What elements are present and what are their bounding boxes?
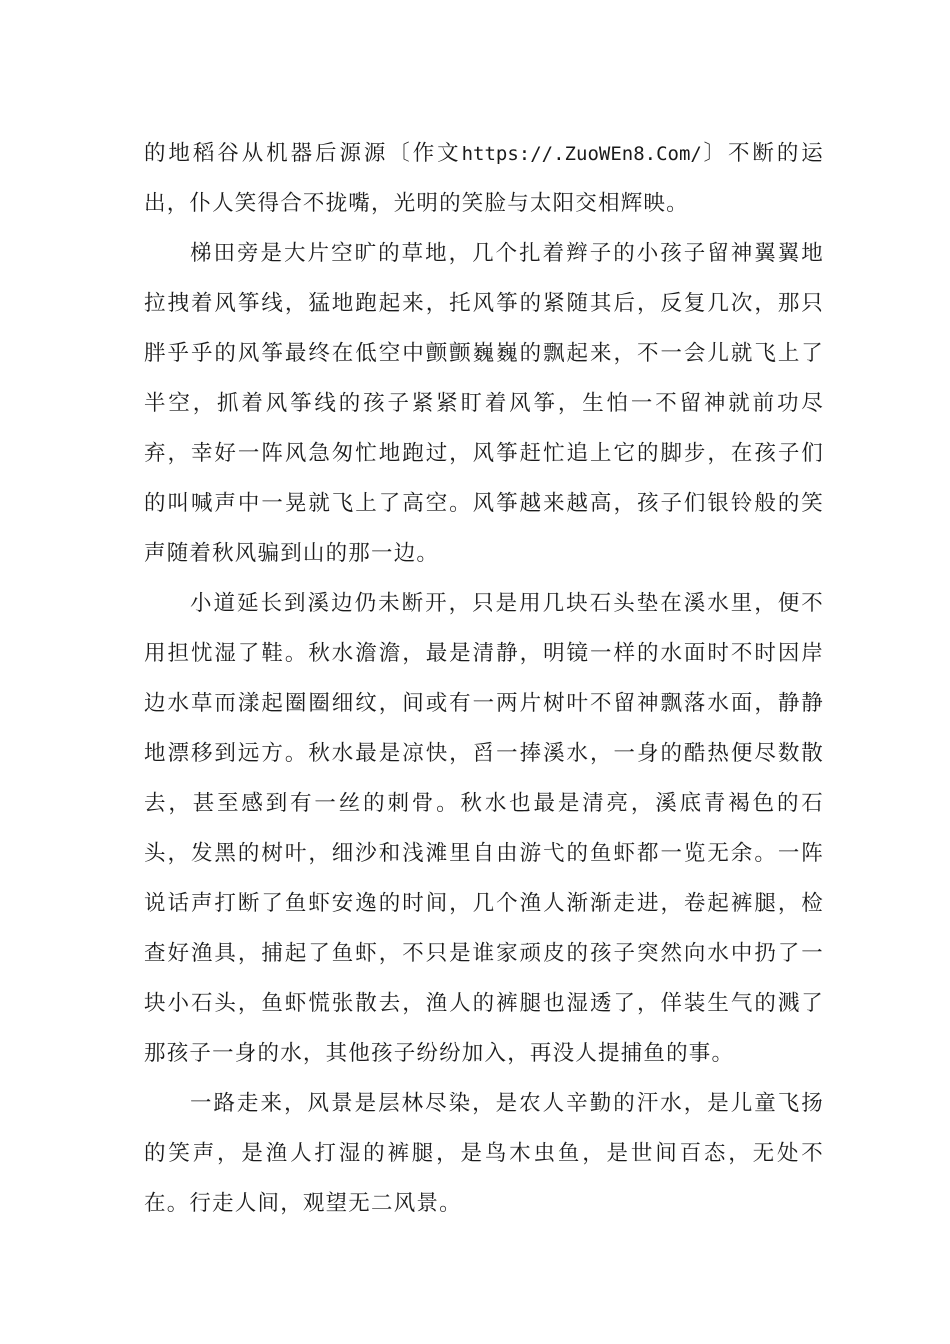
paragraph-1-after: 〕不断的运出，仆人笑得合不拢嘴，光明的笑脸与太阳交相辉映。 [144,141,824,216]
paragraph-3: 小道延长到溪边仍未断开，只是用几块石头垫在溪水里，便不用担忧湿了鞋。秋水澹澹，最是清静，明镜一样的水面时不时因岸边水草而漾起圈圈细纹，间或有一两片树叶不留神飘落水面，静静地漂移到远方。秋水最是凉快，舀一捧溪水，一身的酷热便尽数散去，甚至感到有一丝的刺骨。秋水也最是清亮，溪底青褐色的石头，发黑的树叶，细沙和浅滩里自由游弋的鱼虾都一览无余。一阵说话声打断了鱼虾安逸的时间，几个渔人渐渐走进，卷起裤腿，检查好渔具，捕起了鱼虾，不只是谁家顽皮的孩子突然向水中扔了一块小石头，鱼虾慌张散去，渔人的裤腿也湿透了，佯装生气的溅了那孩子一身的水，其他孩子纷纷加入，再没人提捕鱼的事。 [144,591,824,1066]
paragraph-1 [144,129,824,229]
article-body [144,129,824,1229]
paragraph-1-before: 的地稻谷从机器后源源〔作文 [144,141,462,166]
paragraph-1-url: https://.ZuoWEn8.Com/ [461,143,702,165]
paragraph-4: 一路走来，风景是层林尽染，是农人辛勤的汗水，是儿童飞扬的笑声，是渔人打湿的裤腿，是鸟木虫鱼，是世间百态，无处不在。行走人间，观望无二风景。 [144,1091,824,1216]
paragraph-2: 梯田旁是大片空旷的草地，几个扎着辫子的小孩子留神翼翼地拉拽着风筝线，猛地跑起来，托风筝的紧随其后，反复几次，那只胖乎乎的风筝最终在低空中颤颤巍巍的飘起来，不一会儿就飞上了半空，抓着风筝线的孩子紧紧盯着风筝，生怕一不留神就前功尽弃，幸好一阵风急匆忙地跑过，风筝赶忙追上它的脚步，在孩子们的叫喊声中一晃就飞上了高空。风筝越来越高，孩子们银铃般的笑声随着秋风骗到山的那一边。 [144,241,824,566]
